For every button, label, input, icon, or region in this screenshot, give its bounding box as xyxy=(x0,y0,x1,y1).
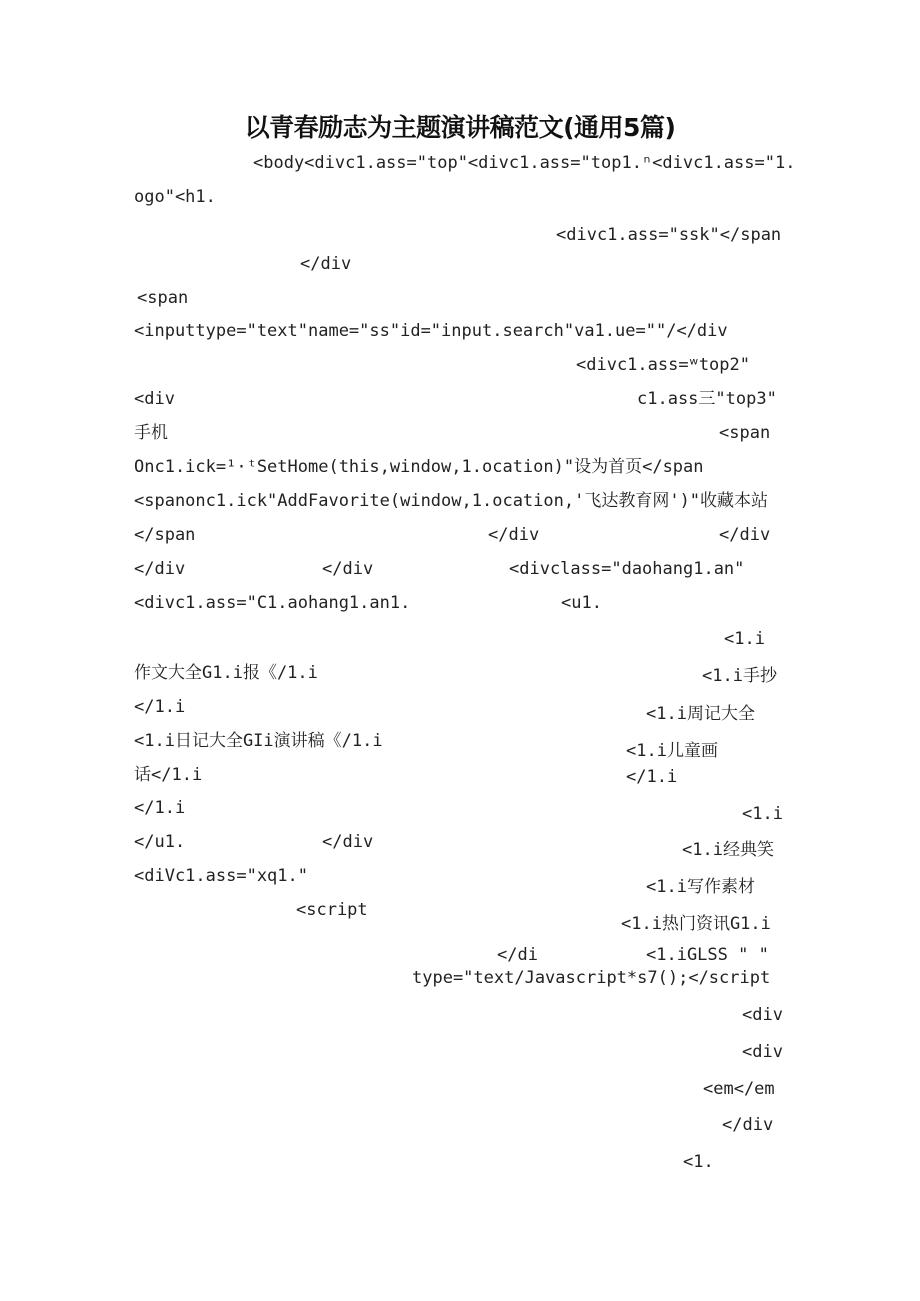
text-line: <div xyxy=(742,1042,783,1062)
text-line: <u1. xyxy=(561,593,602,613)
text-line: </div xyxy=(322,832,374,852)
text-line: </1.i xyxy=(626,767,678,787)
text-line: <diVc1.ass="xq1." xyxy=(134,866,308,886)
text-line: </div xyxy=(488,525,540,545)
text-line: <div xyxy=(134,389,175,409)
text-line: <em</em xyxy=(703,1079,775,1099)
text-line: <divclass="daohang1.an" xyxy=(509,559,745,579)
text-line: </div xyxy=(719,525,771,545)
text-line: </div xyxy=(322,559,374,579)
text-line: <body<divc1.ass="top"<divc1.ass="top1.ⁿ<divc1.ass="1. xyxy=(253,153,796,173)
text-line: </u1. xyxy=(134,832,186,852)
text-line: </1.i xyxy=(134,798,186,818)
text-line: type="text/Javascript*s7();</script xyxy=(412,968,771,988)
text-line: <divc1.ass="C1.aohang1.an1. xyxy=(134,593,411,613)
text-line: <1.i儿童画 xyxy=(626,741,718,761)
text-line: <1.i写作素材 xyxy=(646,877,755,897)
text-line: </1.i xyxy=(134,697,186,717)
text-line: 手机 xyxy=(134,423,168,443)
text-line: Onc1.ick=¹·ᵗSetHome(this,window,1.ocation)"设为首页</span xyxy=(134,457,704,477)
text-line: <1.i经典笑 xyxy=(682,840,774,860)
text-line: <script xyxy=(296,900,368,920)
text-line: </div xyxy=(134,559,186,579)
text-line: <div xyxy=(742,1005,783,1025)
text-line: <divc1.ass="ssk"</span xyxy=(556,225,782,245)
text-line: <inputtype="text"name="ss"id="input.search"va1.ue=""/</div xyxy=(134,321,728,341)
text-line: </div xyxy=(722,1115,774,1135)
text-line: <span xyxy=(137,288,189,308)
text-line: <span xyxy=(719,423,771,443)
text-line: </span xyxy=(134,525,196,545)
text-line: <1.i手抄 xyxy=(702,666,777,686)
text-line: <spanonc1.ick"AddFavorite(window,1.ocation,'飞达教育网')"收藏本站 xyxy=(134,491,769,511)
text-line: 话</1.i xyxy=(134,765,203,785)
text-line: 作文大全G1.i报《/1.i xyxy=(134,663,318,683)
text-line: <1.i xyxy=(724,629,765,649)
text-line: <1.i周记大全 xyxy=(646,704,755,724)
page-title: 以青春励志为主题演讲稿范文(通用5篇) xyxy=(244,113,676,142)
text-line: <1.i日记大全GIi演讲稿《/1.i xyxy=(134,731,383,751)
text-line: <1.i xyxy=(742,804,783,824)
text-line: <1.i热门资讯G1.i xyxy=(621,914,771,934)
text-line: c1.ass三"top3" xyxy=(637,389,777,409)
text-line: <1.iGLSS " " xyxy=(646,945,769,965)
text-line: </div xyxy=(300,254,352,274)
text-line: ogo"<h1. xyxy=(134,187,216,207)
text-line: </di xyxy=(497,945,538,965)
text-line: <divc1.ass=ʷtop2" xyxy=(576,355,750,375)
text-line: <1. xyxy=(683,1152,714,1172)
